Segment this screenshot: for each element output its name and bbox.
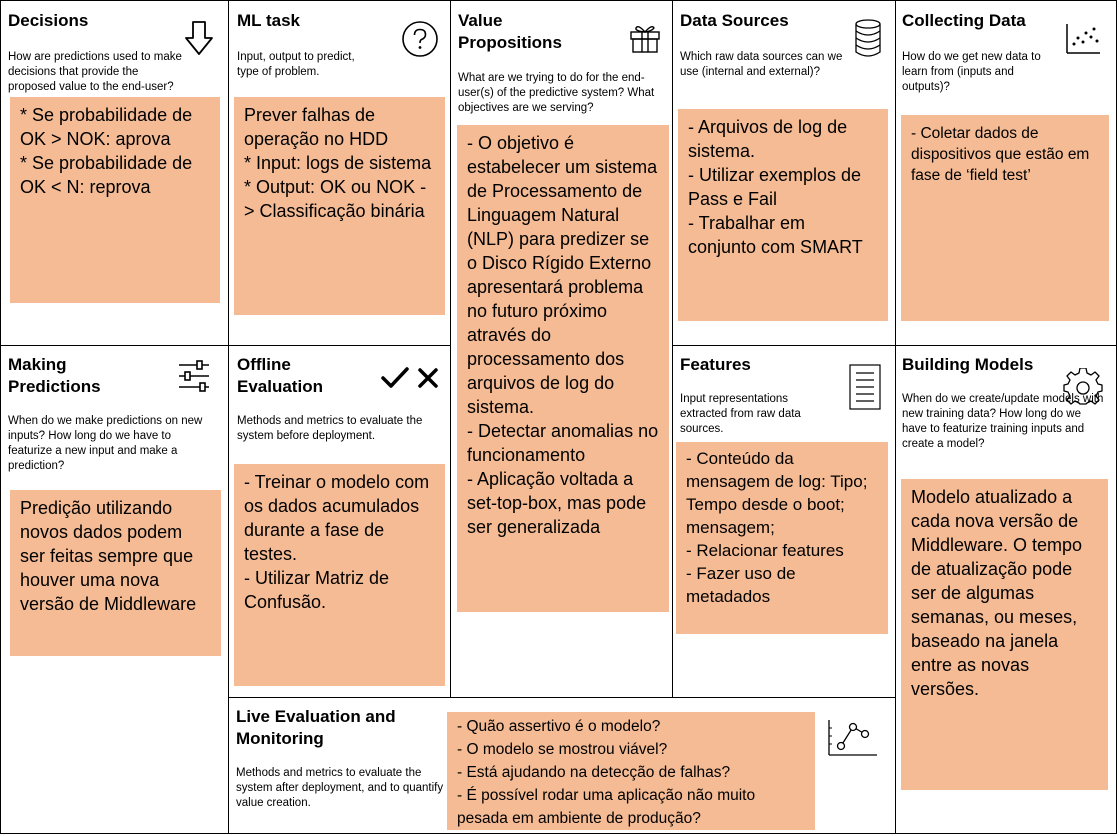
data-sources-note[interactable]: - Arquivos de log de sistema. - Utilizar exemplos de Pass e Fail - Trabalhar em conjunto com SMART xyxy=(678,109,888,321)
question-icon xyxy=(401,20,439,58)
scatter-plot-icon xyxy=(1064,22,1102,56)
line-chart-icon xyxy=(827,718,879,758)
offline-evaluation-title: Offline Evaluation xyxy=(237,355,323,396)
making-predictions-section xyxy=(0,346,228,834)
gift-icon xyxy=(628,22,662,54)
collecting-data-section xyxy=(896,0,1117,345)
building-models-note[interactable]: Modelo atualizado a cada nova versão de Middleware. O tempo de atualização pode ser de algumas semanas, ou meses, baseado na janela entre as novas versões. xyxy=(901,479,1108,790)
data-sources-section xyxy=(673,0,895,345)
building-models-description: When do we create/update models with new training data? How long do we have to featurize training inputs and create a model? xyxy=(902,393,1104,450)
check-cross-icon xyxy=(381,366,441,390)
making-predictions-note[interactable]: Predição utilizando novos dados podem ser feitas sempre que houver uma nova versão de Middleware xyxy=(10,490,221,656)
sliders-icon xyxy=(177,360,211,392)
collecting-data-title: Collecting Data xyxy=(902,11,1026,30)
live-evaluation-title: Live Evaluation and Monitoring xyxy=(236,707,396,748)
list-icon xyxy=(849,364,881,410)
value-propositions-note[interactable]: - O objetivo é estabelecer um sistema de Processamento de Linguagem Natural (NLP) para predizer se o Disco Rígido Externo apresentará problema no futuro próximo através do processamento dos arquivos de log do sistema. - Detectar anomalias no funcionamento - Aplicação voltada a set-top-box, mas pode ser generalizada xyxy=(457,125,669,612)
building-models-section xyxy=(896,346,1117,834)
features-description: Input representations extracted from raw data sources. xyxy=(680,393,801,435)
arrow-down-icon xyxy=(184,20,214,56)
database-icon xyxy=(853,18,883,58)
offline-evaluation-section xyxy=(229,346,450,697)
data-sources-title: Data Sources xyxy=(680,11,789,30)
making-predictions-title: Making Predictions xyxy=(8,355,101,396)
value-propositions-section xyxy=(451,0,672,697)
value-propositions-title: Value Propositions xyxy=(458,11,562,52)
collecting-data-note[interactable]: - Coletar dados de dispositivos que estão em fase de ‘field test’ xyxy=(901,115,1109,321)
ml-task-section xyxy=(229,0,450,345)
live-evaluation-description: Methods and metrics to evaluate the system after deployment, and to quantify value creation. xyxy=(236,767,444,809)
collecting-data-description: How do we get new data to learn from (inputs and outputs)? xyxy=(902,51,1041,93)
decisions-note[interactable]: * Se probabilidade de OK > NOK: aprova * Se probabilidade de OK < N: reprova xyxy=(10,97,220,303)
features-section xyxy=(673,346,895,697)
ml-task-title: ML task xyxy=(237,11,300,30)
offline-evaluation-note[interactable]: - Treinar o modelo com os dados acumulados durante a fase de testes. - Utilizar Matriz de Confusão. xyxy=(234,464,445,686)
live-evaluation-note[interactable]: - Quão assertivo é o modelo? - O modelo se mostrou viável? - Está ajudando na detecção de falhas? - É possível rodar uma aplicação não muito pesada em ambiente de produção? xyxy=(447,712,815,830)
features-title: Features xyxy=(680,355,751,374)
ml-task-note[interactable]: Prever falhas de operação no HDD * Input: logs de sistema * Output: OK ou NOK -> Classificação binária xyxy=(234,97,445,315)
features-note[interactable]: - Conteúdo da mensagem de log: Tipo; Tempo desde o boot; mensagem; - Relacionar features - Fazer uso de metadados xyxy=(676,442,888,634)
making-predictions-description: When do we make predictions on new inputs? How long do we have to featurize a new input and make a prediction? xyxy=(8,415,203,472)
decisions-description: How are predictions used to make decisions that provide the proposed value to the end-user? xyxy=(8,51,182,93)
value-propositions-description: What are we trying to do for the end-user(s) of the predictive system? What objectives are we serving? xyxy=(458,72,655,114)
live-evaluation-section xyxy=(229,698,895,834)
building-models-title: Building Models xyxy=(902,355,1034,374)
decisions-title: Decisions xyxy=(8,11,89,30)
decisions-section xyxy=(0,0,228,345)
offline-evaluation-description: Methods and metrics to evaluate the system before deployment. xyxy=(237,415,423,442)
ml-task-description: Input, output to predict, type of problem. xyxy=(237,51,355,78)
data-sources-description: Which raw data sources can we use (internal and external)? xyxy=(680,51,843,78)
